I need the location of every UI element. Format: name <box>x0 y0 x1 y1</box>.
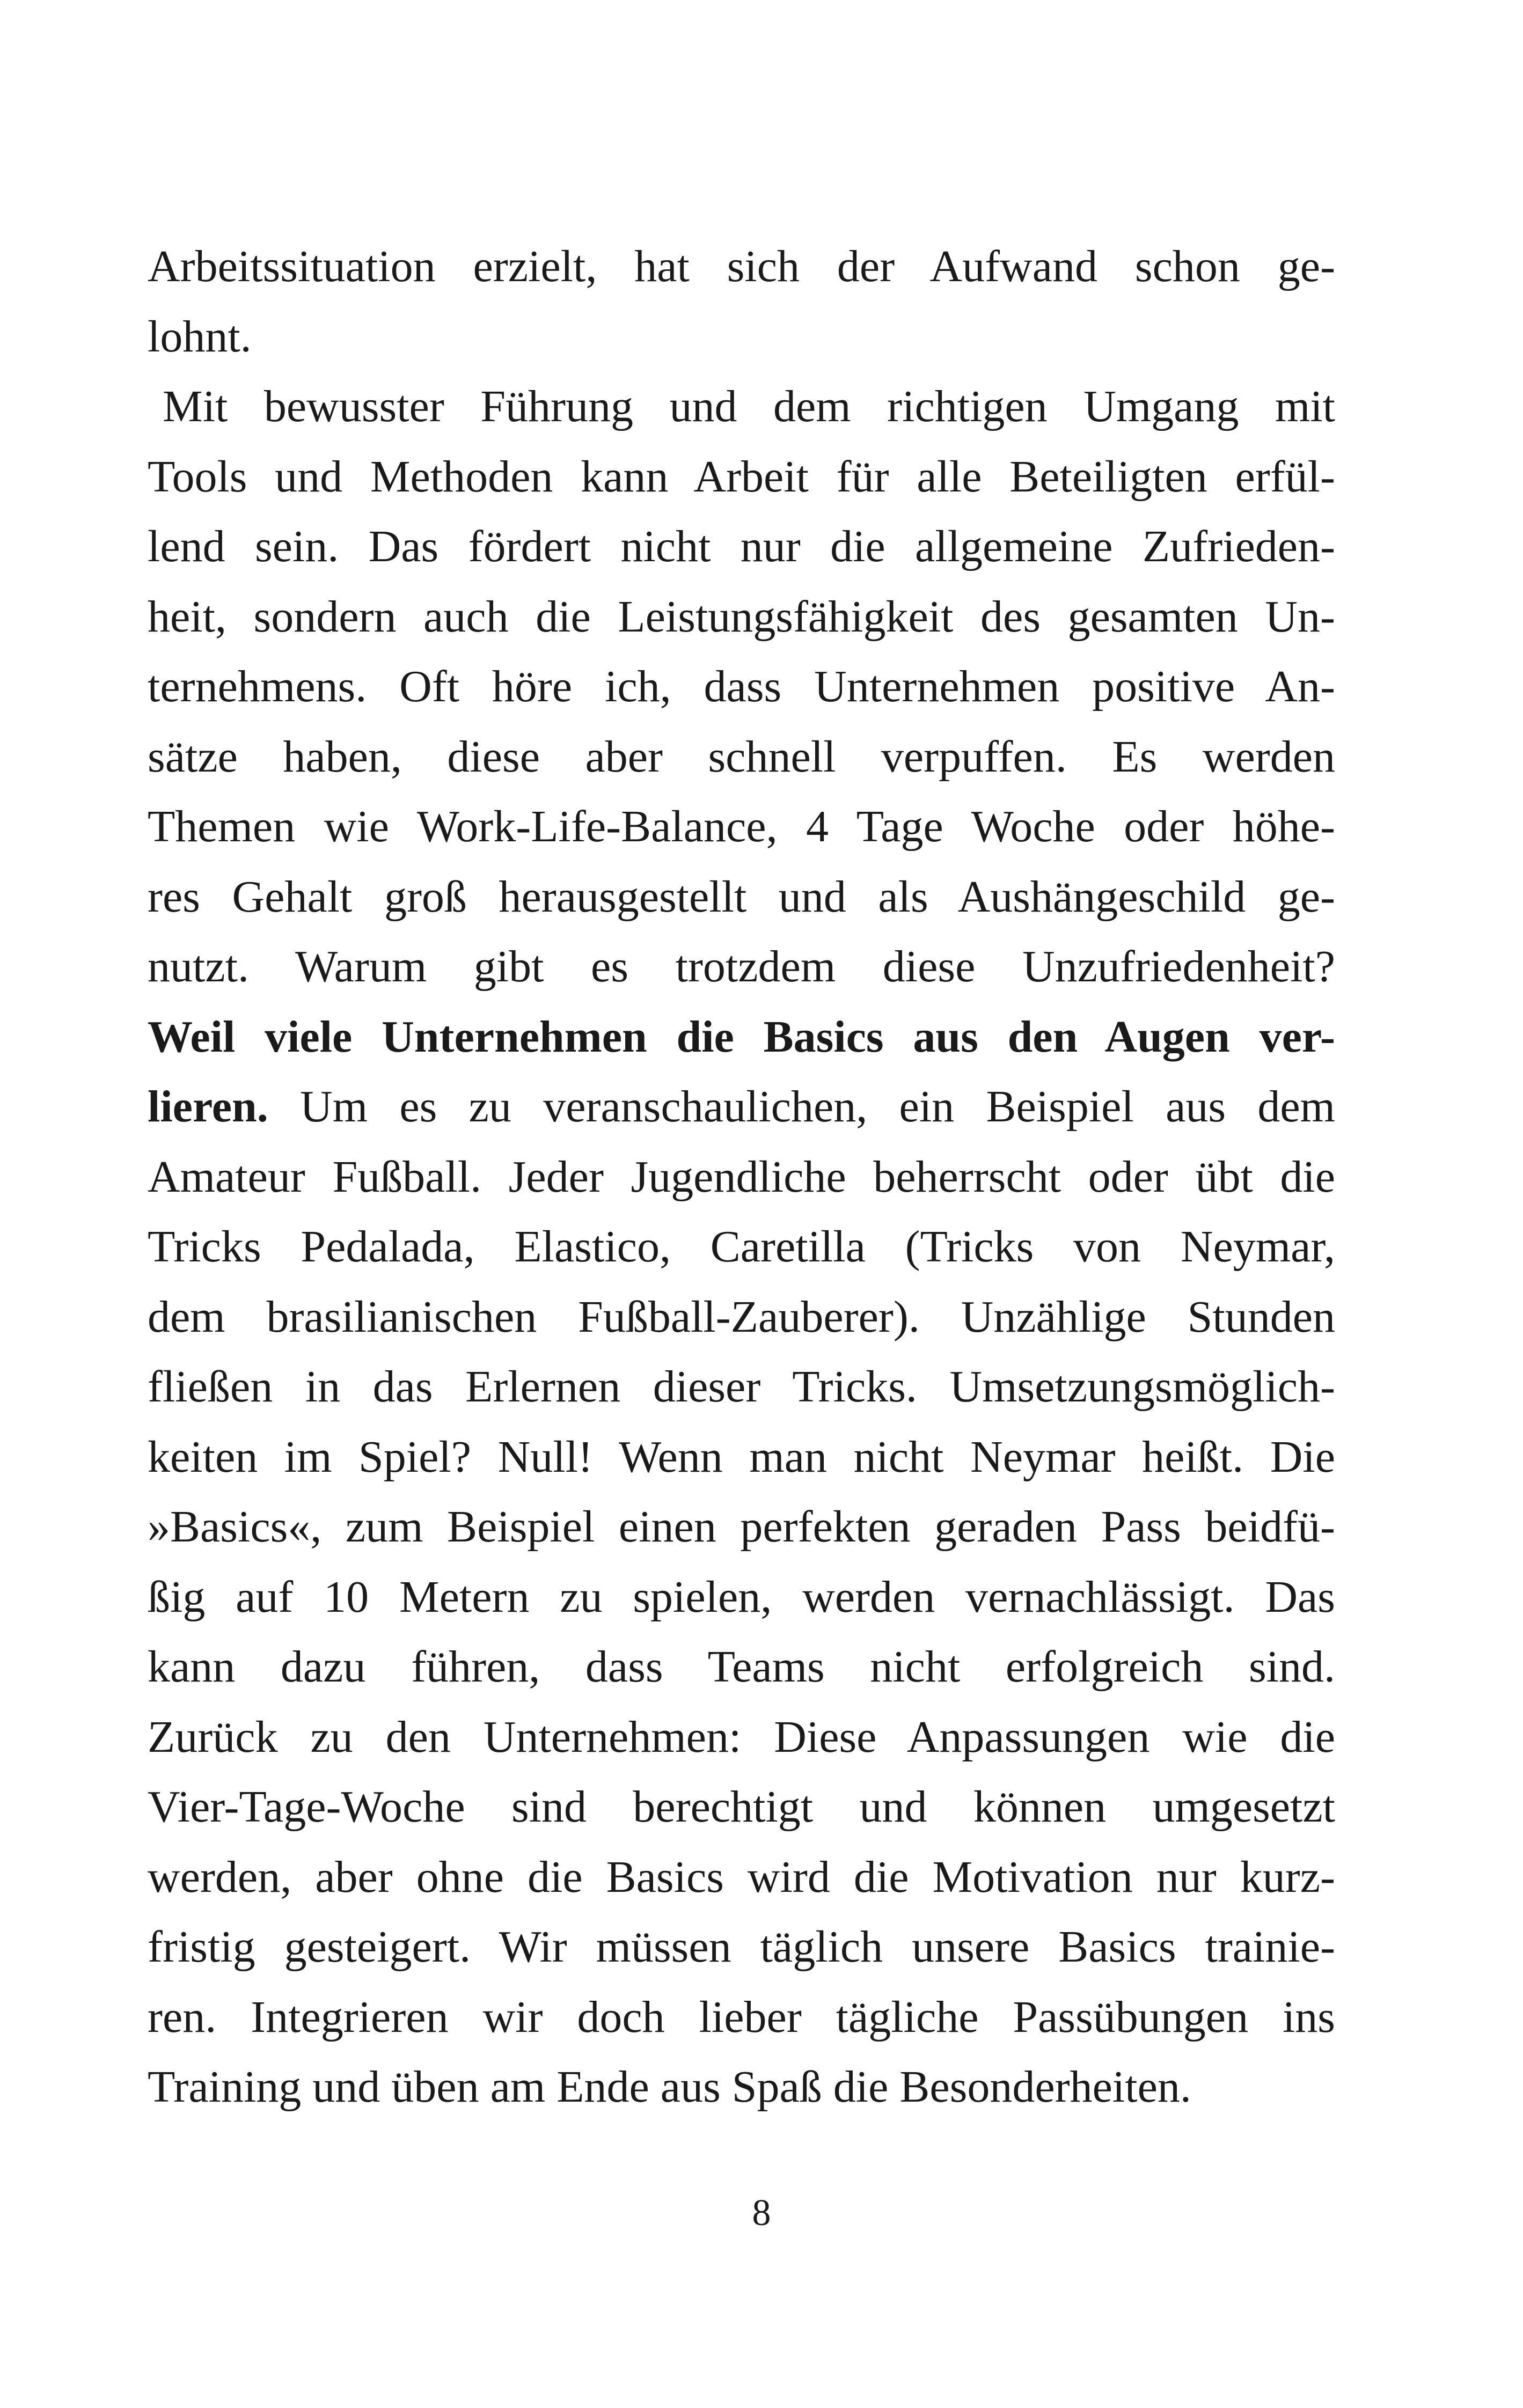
text-line: keiten im Spiel? Null! Wenn man nicht Neymar heißt. Die <box>148 1431 1335 1482</box>
text-line: »Basics«, zum Beispiel einen perfekten geraden Pass beidfü- <box>148 1502 1335 1552</box>
text-line: Zurück zu den Unternehmen: Diese Anpassungen wie die <box>148 1712 1335 1762</box>
text-line: fristig gesteigert. Wir müssen täglich unsere Basics trainie- <box>148 1922 1335 1972</box>
text-line: dem brasilianischen Fußball-Zauberer). Unzählige Stunden <box>148 1291 1335 1342</box>
text-line: fließen in das Erlernen dieser Tricks. Umsetzungsmöglich- <box>148 1362 1335 1412</box>
text-line <box>148 1072 1335 1142</box>
text-line: Amateur Fußball. Jeder Jugendliche beherrscht oder übt die <box>148 1151 1335 1202</box>
text-line: ternehmens. Oft höre ich, dass Unternehmen positive An- <box>148 662 1335 711</box>
text-line: lend sein. Das fördert nicht nur die allgemeine Zufrieden- <box>148 522 1335 571</box>
text-line: res Gehalt groß herausgestellt und als Aushängeschild ge- <box>148 871 1335 922</box>
text-line: Training und üben am Ende aus Spaß die Besonderheiten. <box>148 2062 1191 2112</box>
page-number: 8 <box>752 2192 771 2234</box>
text-line: lohnt. <box>148 311 252 362</box>
text-line: sätze haben, diese aber schnell verpuffen. Es werden <box>148 731 1335 782</box>
text-line: ßig auf 10 Metern zu spielen, werden vernachlässigt. Das <box>148 1572 1335 1622</box>
body-text <box>148 232 1335 2123</box>
text-line: Arbeitssituation erzielt, hat sich der Aufwand schon ge- <box>148 241 1335 291</box>
text-line: heit, sondern auch die Leistungsfähigkeit des gesamten Un- <box>148 591 1335 642</box>
text-line: werden, aber ohne die Basics wird die Motivation nur kurz- <box>148 1852 1335 1902</box>
bold-text-line: Weil viele Unternehmen die Basics aus den Augen ver- <box>148 1011 1335 1062</box>
text-segment: Um es zu veranschaulichen, ein Beispiel aus dem <box>268 1082 1335 1132</box>
text-line: kann dazu führen, dass Teams nicht erfolgreich sind. <box>148 1642 1335 1692</box>
text-line: Themen wie Work-Life-Balance, 4 Tage Woche oder höhe- <box>148 802 1335 851</box>
bold-word: lieren. <box>148 1082 268 1132</box>
text-line: Tools und Methoden kann Arbeit für alle Beteiligten erfül- <box>148 451 1335 502</box>
text-line: ren. Integrieren wir doch lieber tägliche Passübungen ins <box>148 1992 1335 2042</box>
text-line: Vier-Tage-Woche sind berechtigt und können umgesetzt <box>148 1782 1335 1832</box>
text-line: Mit bewusster Führung und dem richtigen Umgang mit <box>163 381 1335 431</box>
text-line: nutzt. Warum gibt es trotzdem diese Unzufriedenheit? <box>148 942 1335 992</box>
text-line: Tricks Pedalada, Elastico, Caretilla (Tricks von Neymar, <box>148 1222 1335 1272</box>
